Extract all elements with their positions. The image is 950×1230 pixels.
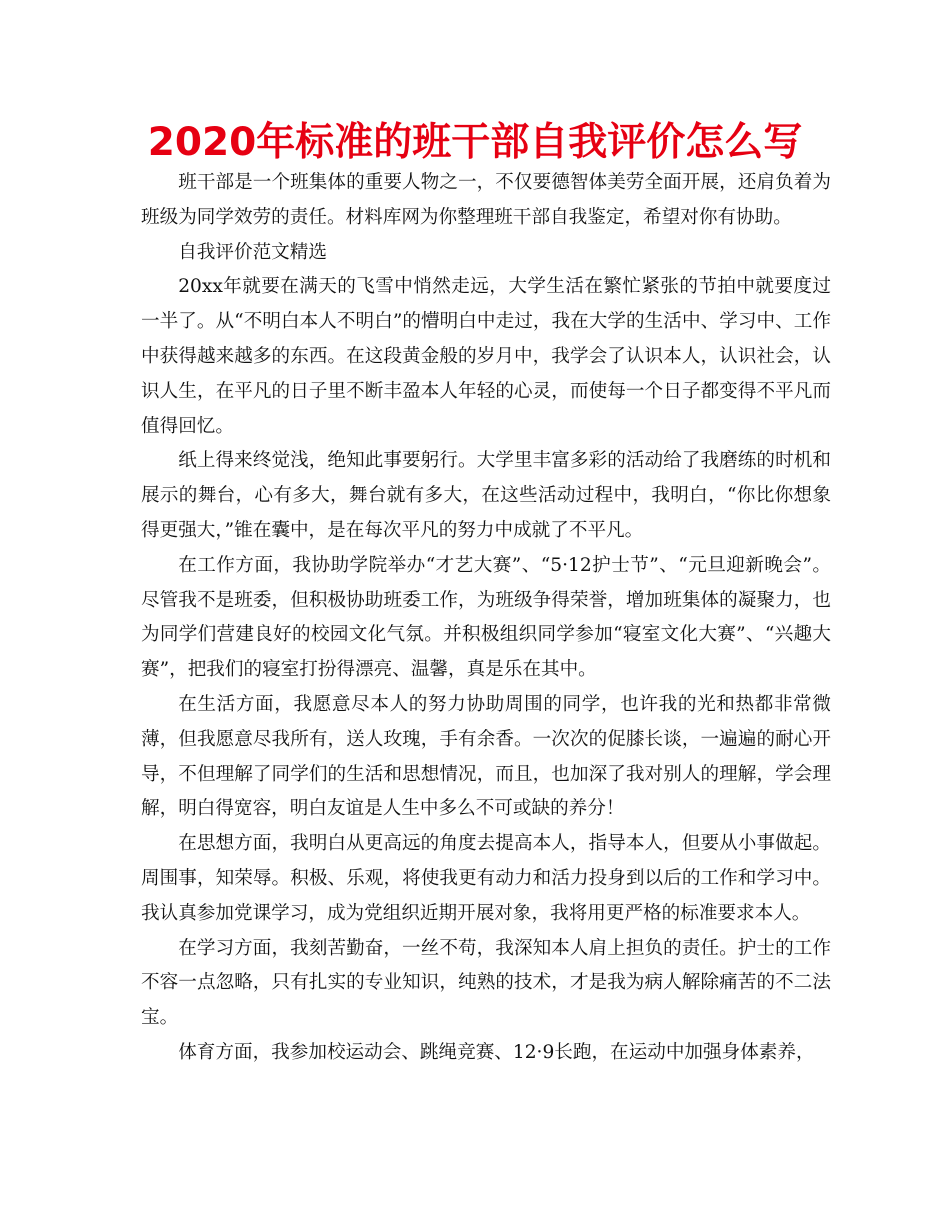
document-body: [141, 166, 831, 1071]
paragraph-thought: 在思想方面，我明白从更高远的角度去提高本人，指导本人，但要从小事做起。周围事，知荣辱。积极、乐观，将使我更有动力和活力投身到以后的工作和学习中。我认真参加党课学习，成为党组织近期开展对象，我将用更严格的标准要求本人。: [141, 833, 831, 924]
paragraph-work: 在工作方面，我协助学院举办“才艺大赛”、“5·12护士节”、“元旦迎新晚会”。尽管我不是班委，但积极协助班委工作，为班级争得荣誉，增加班集体的凝聚力，也为同学们营建良好的校园文化气氛。并积极组织同学参加“寝室文化大赛”、“兴趣大赛”，把我们的寝室打扮得漂亮、温馨，真是乐在其中。: [141, 554, 831, 681]
paragraph-study: 在学习方面，我刻苦勤奋，一丝不苟，我深知本人肩上担负的责任。护士的工作不容一点忽略，只有扎实的专业知识，纯熟的技术，才是我为病人解除痛苦的不二法宝。: [141, 937, 831, 1029]
document-title: 2020年标准的班干部自我评价怎么写: [147, 120, 803, 165]
paragraph-year-review: 20xx年就要在满天的飞雪中悄然走远，大学生活在繁忙紧张的节拍中就要度过一半了。从“不明白本人不明白”的懵明白中走过，我在大学的生活中、学习中、工作中获得越来越多的东西。在这段黄金般的岁月中，我学会了认识本人，认识社会，认识人生，在平凡的日子里不断丰盈本人年轻的心灵，而使每一个日子都变得不平凡而值得回忆。: [141, 276, 831, 437]
paragraph-life: 在生活方面，我愿意尽本人的努力协助周围的同学，也许我的光和热都非常微薄，但我愿意尽我所有，送人玫瑰，手有余香。一次次的促膝长谈，一遍遍的耐心开导，不但理解了同学们的生活和思想情况，而且，也加深了我对别人的理解，学会理解，明白得宽容，明白友谊是人生中多么不可或缺的养分！: [141, 693, 831, 820]
paragraph-practice: 纸上得来终觉浅，绝知此事要躬行。大学里丰富多彩的活动给了我磨练的时机和展示的舞台，心有多大，舞台就有多大，在这些活动过程中，我明白，“你比你想象得更强大，”锥在囊中，是在每次平凡的努力中成就了不平凡。: [141, 450, 831, 541]
paragraph-intro: 班干部是一个班集体的重要人物之一，不仅要德智体美劳全面开展，还肩负着为班级为同学效劳的责任。材料库网为你整理班干部自我鉴定，希望对你有协助。: [141, 172, 831, 228]
paragraph-sports: 体育方面，我参加校运动会、跳绳竞赛、12·9长跑，在运动中加强身体素养，: [178, 1041, 815, 1063]
paragraph-subheading: 自我评价范文精选: [178, 241, 327, 263]
